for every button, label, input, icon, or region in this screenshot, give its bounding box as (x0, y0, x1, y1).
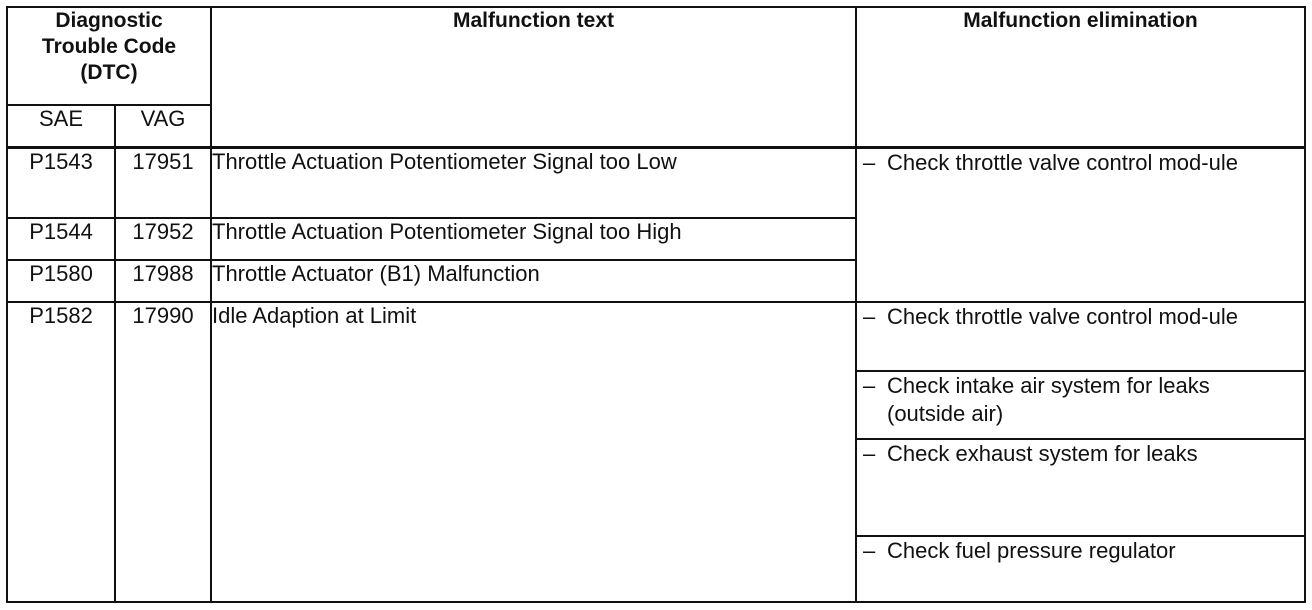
elimination-text: Check fuel pressure regulator (887, 537, 1176, 563)
malfunction-text: Throttle Actuation Potentiometer Signal too High (211, 218, 856, 260)
sae-code: P1582 (7, 302, 115, 602)
elimination-text: Check intake air system for leaks (outside air) (887, 372, 1210, 426)
dash-bullet: – (863, 372, 876, 398)
dtc-table (6, 6, 1306, 603)
sae-header: SAE (7, 105, 115, 147)
malfunction-elimination-header: Malfunction elimination (856, 7, 1305, 148)
header-row (7, 7, 1305, 105)
elimination-cell (856, 439, 1305, 535)
sae-code: P1544 (7, 218, 115, 260)
dtc-header (7, 7, 211, 105)
dash-bullet: – (863, 537, 876, 563)
elimination-cell (856, 536, 1305, 602)
dtc-header-line3: (DTC) (80, 61, 138, 84)
elimination-item (857, 149, 1304, 177)
elimination-item (857, 537, 1304, 565)
vag-header: VAG (115, 105, 211, 147)
sae-code: P1580 (7, 260, 115, 302)
vag-code: 17988 (115, 260, 211, 302)
malfunction-text-header: Malfunction text (211, 7, 856, 148)
elimination-item (857, 440, 1304, 468)
elimination-cell (856, 371, 1305, 439)
elimination-text: Check exhaust system for leaks (887, 441, 1198, 467)
malfunction-text: Throttle Actuator (B1) Malfunction (211, 260, 856, 302)
sae-code: P1543 (7, 148, 115, 218)
dash-bullet: – (863, 150, 876, 176)
elimination-cell (856, 148, 1305, 303)
vag-code: 17990 (115, 302, 211, 602)
dash-bullet: – (863, 441, 876, 467)
table-row (7, 302, 1305, 370)
dash-bullet: – (863, 304, 876, 330)
table-row (7, 148, 1305, 218)
dtc-header-line1: Diagnostic (55, 9, 163, 32)
dtc-header-line2: Trouble Code (41, 35, 177, 58)
elimination-cell (856, 302, 1305, 370)
malfunction-text: Throttle Actuation Potentiometer Signal too Low (211, 148, 856, 218)
elimination-item (857, 303, 1304, 331)
vag-code: 17952 (115, 218, 211, 260)
elimination-text: Check throttle valve control mod-ule (887, 150, 1238, 176)
vag-code: 17951 (115, 148, 211, 218)
elimination-text: Check throttle valve control mod-ule (887, 304, 1238, 330)
malfunction-text: Idle Adaption at Limit (211, 302, 856, 602)
elimination-item (857, 372, 1304, 428)
